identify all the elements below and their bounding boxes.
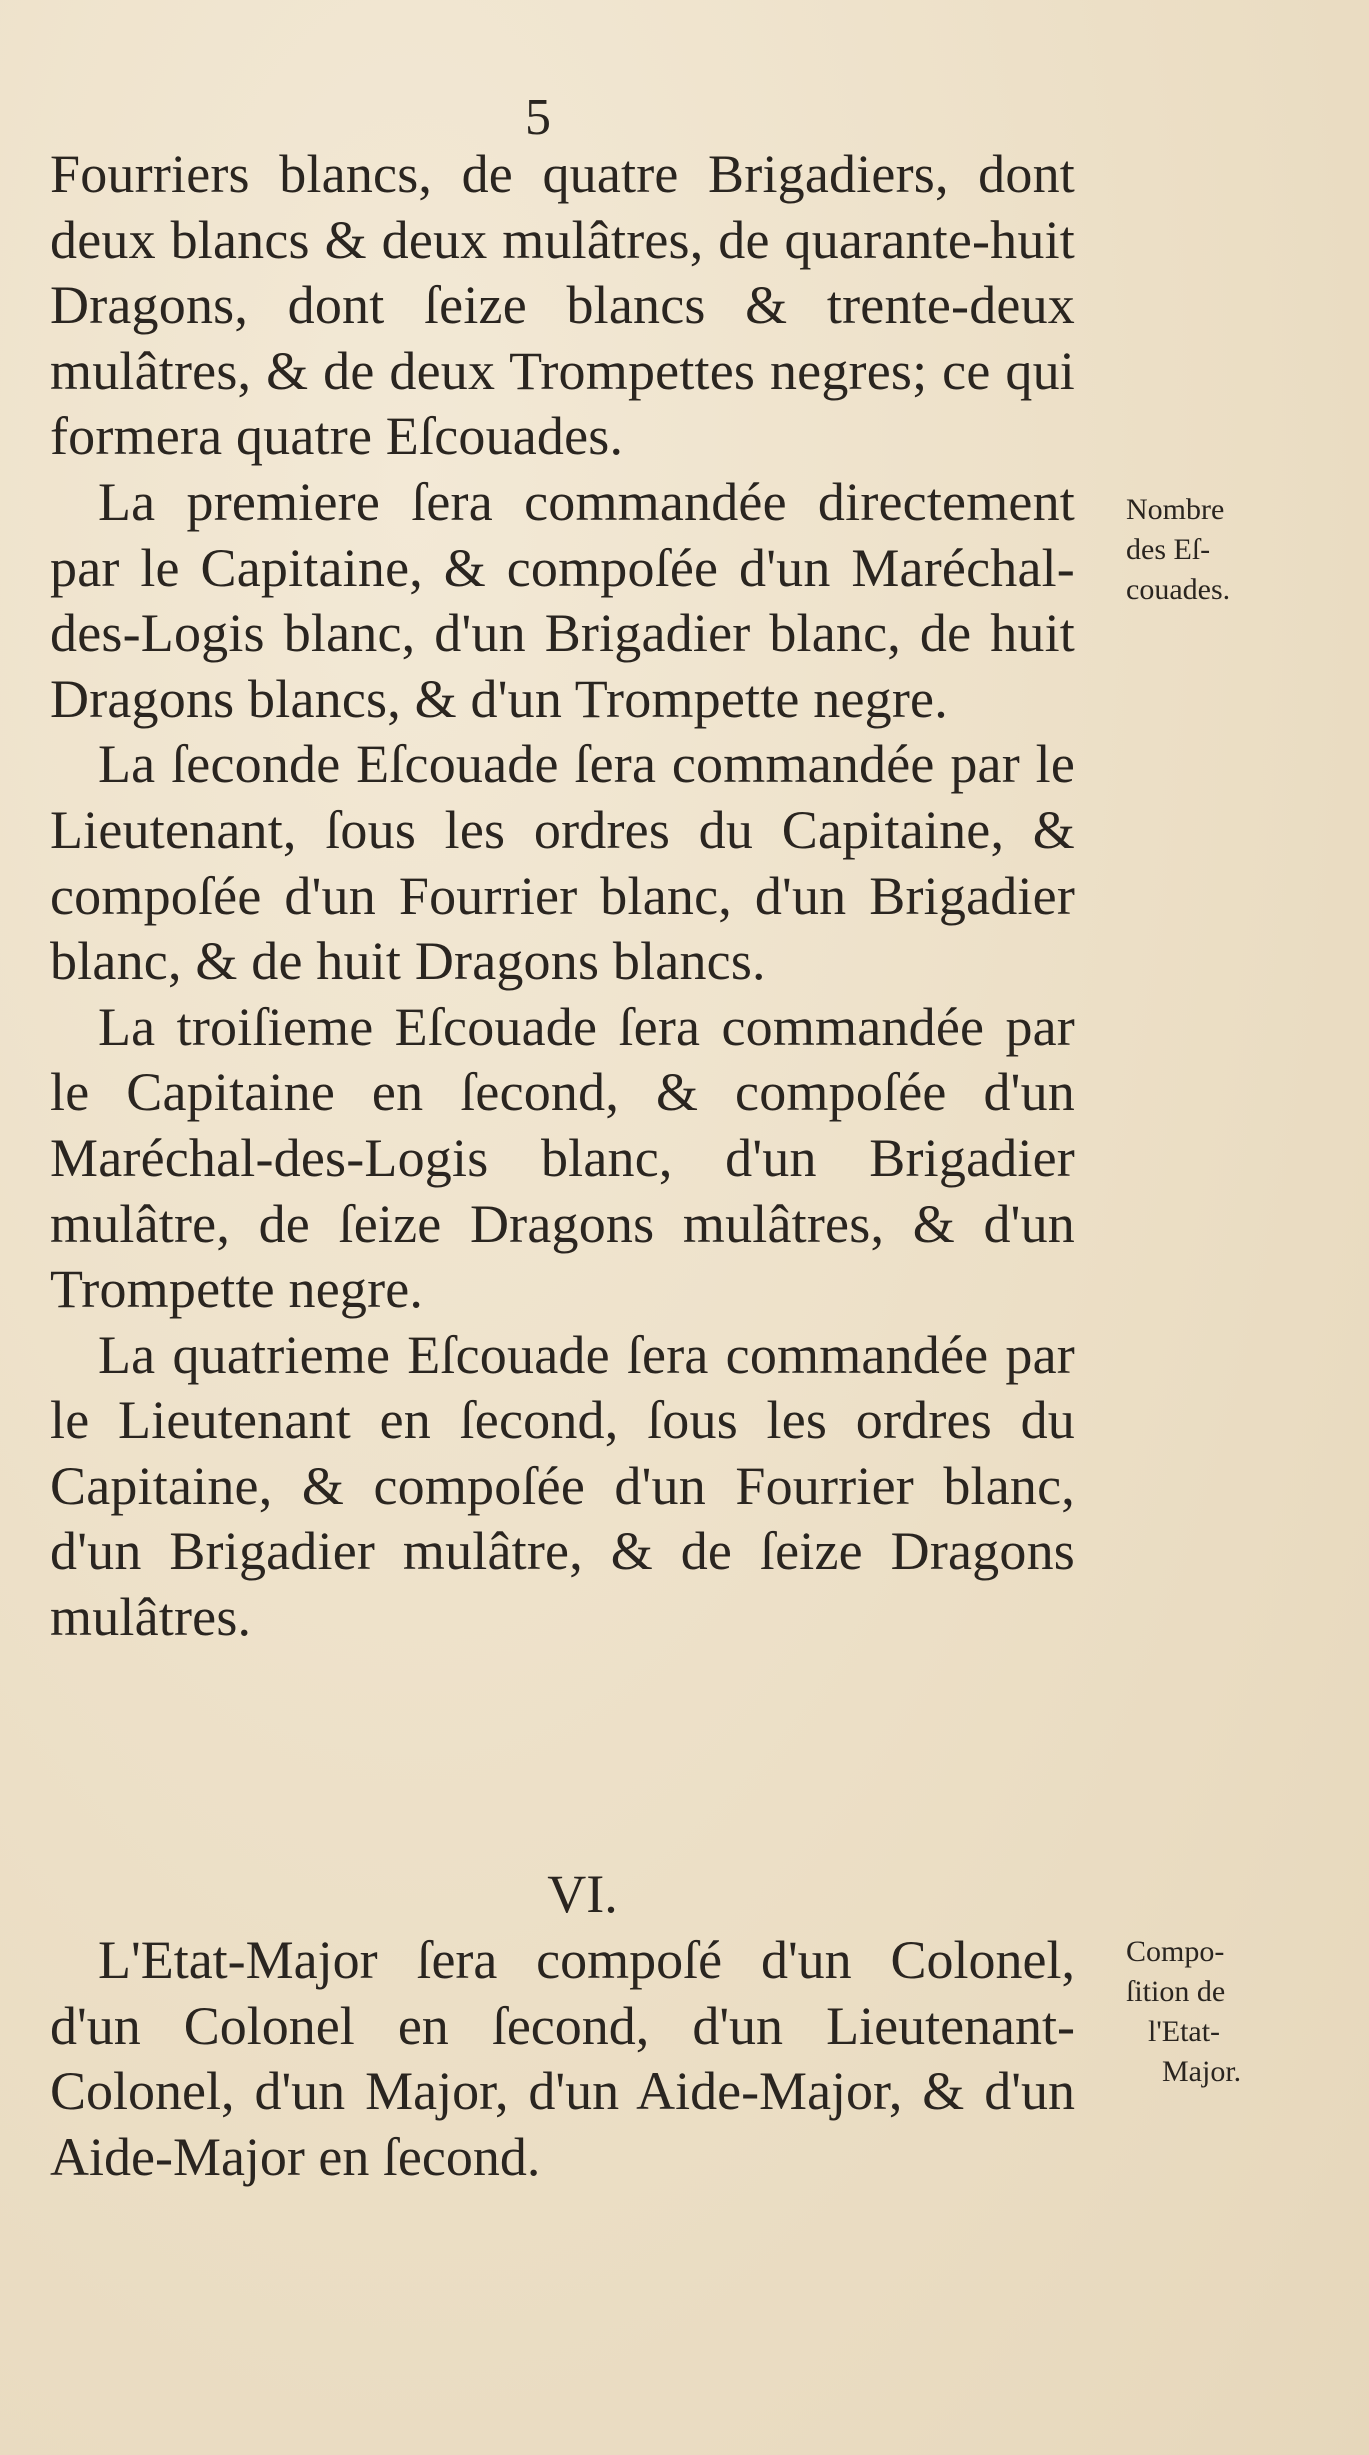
paragraph-2: La premiere ſera commandée directement par le Capitaine, & compoſée d'un Maréchal-des-Logis blanc, d'un Brigadier blanc, de huit Dragons blancs, & d'un Trompette negre.	[50, 471, 1075, 729]
section-paragraph: L'Etat-Major ſera compoſé d'un Colonel, d'un Colonel en ſecond, d'un Lieutenant-Colonel, d'un Major, d'un Aide-Major, & d'un Aide-Major en ſecond.	[50, 1930, 1075, 2187]
paragraph-1: Fourriers blancs, de quatre Brigadiers, dont deux blancs & deux mulâtres, de quarante-huit Dragons, dont ſeize blancs & trente-deux mulâtres, & de deux Trompettes negres; ce qui formera quatre Eſcouades.	[50, 144, 1075, 467]
paragraph-5: La quatrieme Eſcouade ſera commandée par le Lieutenant en ſecond, ſous les ordres du Capitaine, & compoſée d'un Fourrier blanc, d'un Brigadier mulâtre, & de ſeize Dragons mulâtres.	[50, 1324, 1075, 1648]
marginal-note-escouades	[1126, 490, 1326, 610]
marginal-line: Major.	[1162, 2055, 1242, 2088]
marginal-note-etat-major	[1126, 1932, 1326, 2092]
body-text-section	[50, 1928, 1075, 2190]
marginal-line: ſition de	[1126, 1975, 1226, 2008]
body-text	[50, 142, 1075, 1651]
marginal-line: des Eſ-	[1126, 533, 1211, 566]
marginal-line: l'Etat-	[1148, 2015, 1221, 2048]
section-heading: VI.	[547, 1864, 618, 1924]
page-number: 5	[525, 89, 551, 146]
paragraph-3: La ſeconde Eſcouade ſera commandée par le Lieutenant, ſous les ordres du Capitaine, & compoſée d'un Fourrier blanc, d'un Brigadier blanc, & de huit Dragons blancs.	[50, 734, 1075, 992]
marginal-line: couades.	[1126, 573, 1231, 606]
paragraph-4: La troiſieme Eſcouade ſera commandée par le Capitaine en ſecond, & compoſée d'un Maréchal-des-Logis blanc, d'un Brigadier mulâtre, de ſeize Dragons mulâtres, & d'un Trompette negre.	[50, 996, 1075, 1320]
marginal-line: Nombre	[1126, 493, 1225, 526]
marginal-line: Compo-	[1126, 1935, 1225, 1968]
